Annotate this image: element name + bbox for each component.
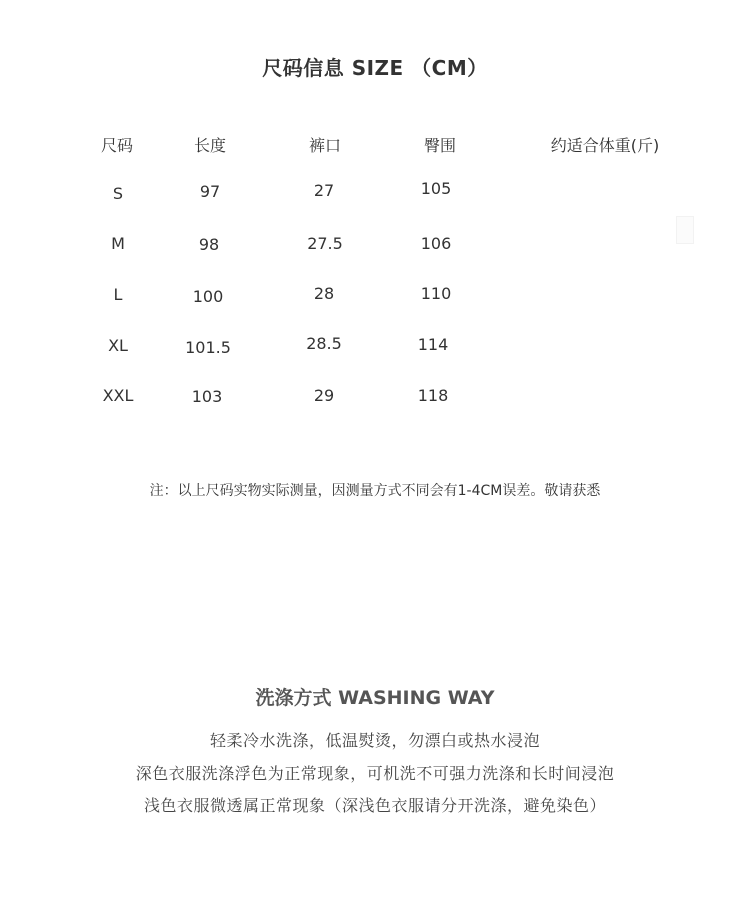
cell-length: 98 [198,235,220,254]
cell-hem: 27 [313,181,335,200]
cell-hem: 28.5 [306,334,342,353]
cell-hem: 27.5 [307,234,343,253]
cell-length: 100 [192,287,224,306]
cell-hem: 29 [313,386,335,405]
header-hem: 裤口 [308,136,342,155]
cell-size: M [111,234,125,253]
cell-size: L [113,285,123,304]
header-length: 长度 [193,136,227,155]
header-hip: 臀围 [423,136,457,155]
washing-instruction: 轻柔冷水洗涤，低温熨烫，勿漂白或热水浸泡 [209,731,540,750]
cell-hem: 28 [313,284,335,303]
cell-length: 97 [199,182,221,201]
size-note: 注：以上尺码实物实际测量，因测量方式不同会有1-4CM误差。敬请获悉 [149,483,601,499]
cell-length: 101.5 [185,338,231,357]
header-weight: 约适合体重(斤) [550,136,660,155]
cell-size: XL [108,336,128,355]
cell-hip: 114 [417,335,449,354]
cell-hip: 118 [417,386,449,405]
washing-title: 洗涤方式 WASHING WAY [255,687,495,709]
washing-instruction: 深色衣服洗涤浮色为正常现象，可机洗不可强力洗涤和长时间浸泡 [135,764,615,783]
faint-watermark-mark [676,216,694,244]
cell-length: 103 [191,387,223,406]
header-size: 尺码 [100,136,134,155]
washing-instruction: 浅色衣服微透属正常现象（深浅色衣服请分开洗涤，避免染色） [143,796,606,815]
size-title: 尺码信息 SIZE （CM） [262,56,488,80]
cell-size: S [112,184,124,203]
cell-hip: 106 [420,234,452,253]
cell-hip: 110 [420,284,452,303]
cell-hip: 105 [420,179,452,198]
size-table [0,0,750,430]
cell-size: XXL [102,386,134,405]
